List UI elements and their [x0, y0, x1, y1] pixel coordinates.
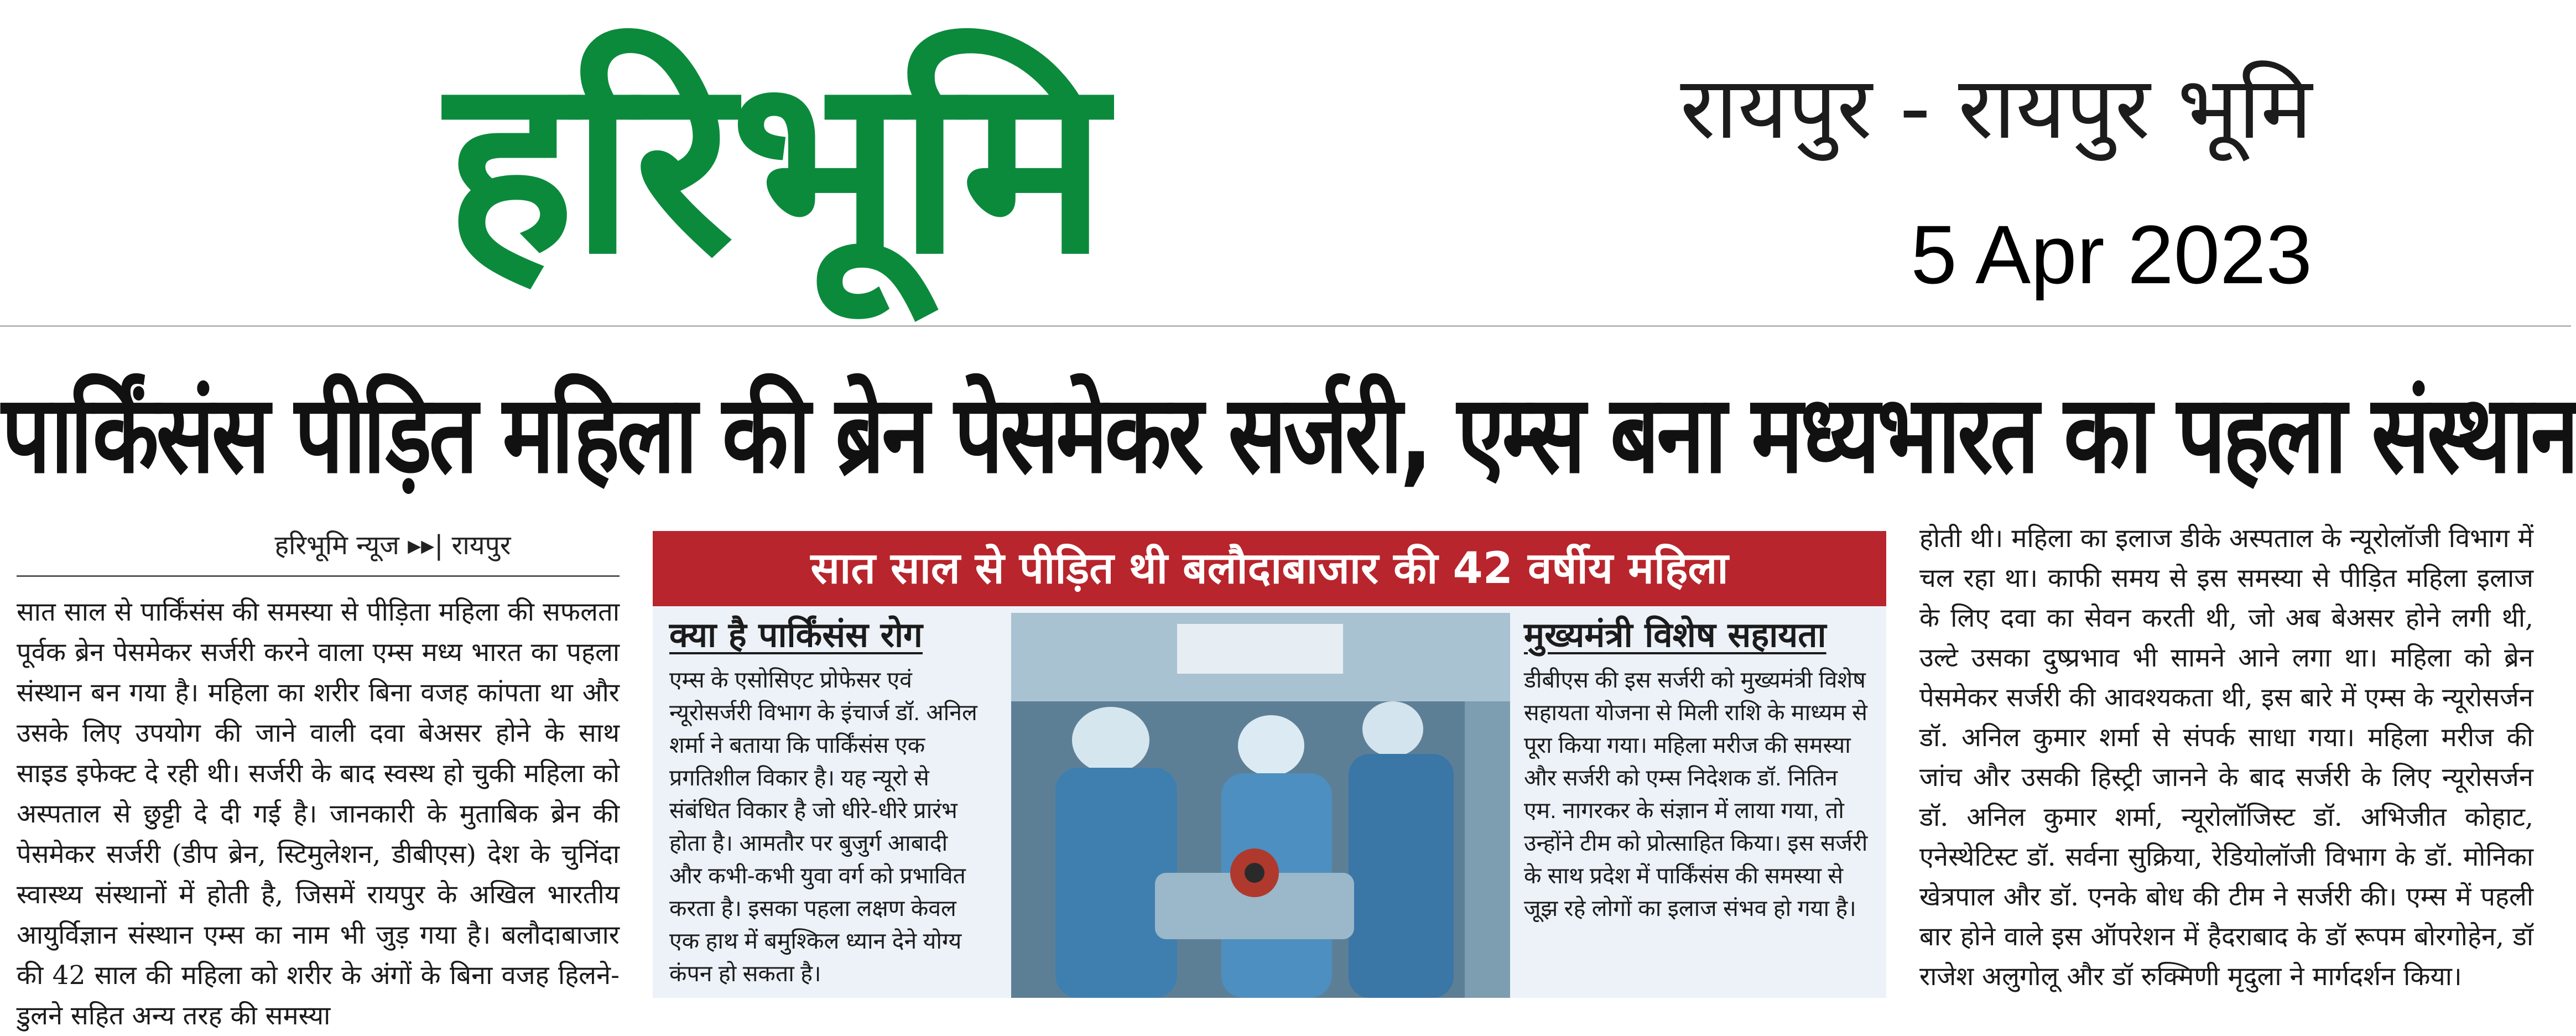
newspaper-logo: हरिभूमि [445, 24, 1104, 308]
sidebar-banner: सात साल से पीड़ित थी बलौदाबाजार की 42 वर्षीय महिला [653, 531, 1886, 606]
sidebar-heading-cm-assistance: मुख्यमंत्री विशेष सहायता [1524, 615, 1826, 655]
masthead-divider [0, 325, 2571, 327]
sidebar-text-cm-assistance: डीबीएस की इस सर्जरी को मुख्यमंत्री विशेष सहायता योजना से मिली राशि के माध्यम से पूरा किया गया। महिला मरीज की समस्या और सर्जरी को एम्स निदेशक डॉ. नितिन एम. नागरकर के संज्ञान में लाया गया, तो उन्होंने टीम को प्रोत्साहित किया। इस सर्जरी के साथ प्रदेश में पार्किंसंस की समस्या से जूझ रहे लोगों का इलाज संभव हो गया है। [1524, 667, 1868, 921]
publication-date: 5 Apr 2023 [1911, 208, 2312, 301]
article-headline: पार्किंसंस पीड़ित महिला की ब्रेन पेसमेकर सर्जरी, एम्स बना मध्यभारत का पहला संस्थान [1, 371, 2576, 497]
article-body-right-column: होती थी। महिला का इलाज डीके अस्पताल के न्यूरोलॉजी विभाग में चल रहा था। काफी समय से इस समस्या से पीड़ित महिला इलाज के लिए दवा का सेवन करती थी, जो अब बेअसर होने लगी थी, उल्टे उसका दुष्प्रभाव भी सामने आने लगा था। महिला को ब्रेन पेसमेकर सर्जरी की आवश्यकता थी, इस बारे में एम्स के न्यूरोसर्जन डॉ. अनिल कुमार शर्मा से संपर्क साधा गया। महिला मरीज की जांच और उसकी हिस्ट्री जानने के बाद सर्जरी के लिए न्यूरोसर्जन डॉ. अनिल कुमार शर्मा, न्यूरोलॉजिस्ट डॉ. अभिजीत कोहाट, एनेस्थेटिस्ट डॉ. सर्वना सुक्रिया, रेडियोलॉजी विभाग के डॉ. मोनिका खेत्रपाल और डॉ. एनके बोध की टीम ने सर्जरी की। एम्स में पहली बार होने वाले इस ऑपरेशन में हैदराबाद के डॉ रूपम बोरगोहेन, डॉ राजेश अलुगोलू और डॉ रुक्मिणी मृदुला ने मार्गदर्शन किया। [1919, 523, 2533, 992]
sidebar-box [653, 531, 1886, 998]
edition-label: रायपुर - रायपुर भूमि [1680, 58, 2312, 158]
article-body-left-column: सात साल से पार्किंसंस की समस्या से पीड़िता महिला की सफलता पूर्वक ब्रेन पेसमेकर सर्जरी करने वाला एम्स मध्य भारत का पहला संस्थान बन गया है। महिला का शरीर बिना वजह कांपता था और उसके लिए उपयोग की जाने वाली दवा बेअसर होने के साथ साइड इफेक्ट दे रही थी। सर्जरी के बाद स्वस्थ हो चुकी महिला को अस्पताल से छुट्टी दे दी गई है। जानकारी के मुताबिक ब्रेन की पेसमेकर सर्जरी (डीप ब्रेन, स्टिमुलेशन, डीबीएस) देश के चुनिंदा स्वास्थ्य संस्थानों में होती है, जिसमें रायपुर के अखिल भारतीय आयुर्विज्ञान संस्थान एम्स का नाम भी जुड़ गया है। बलौदाबाजार की 42 साल की महिला को शरीर के अंगों के बिना वजह हिलने-डुलने सहित अन्य तरह की समस्या [17, 597, 620, 1031]
sidebar-text-parkinsons: एम्स के एसोसिएट प्रोफेसर एवं न्यूरोसर्जरी विभाग के इंचार्ज डॉ. अनिल शर्मा ने बताया कि पार्किंसंस एक प्रगतिशील विकार है। यह न्यूरो से संबंधित विकार है जो धीरे-धीरे प्रारंभ होता है। आमतौर पर बुजुर्ग आबादी और कभी-कभी युवा वर्ग को प्रभावित करता है। इसका पहला लक्षण केवल एक हाथ में बमुश्किल ध्यान देने योग्य कंपन हो सकता है। [669, 667, 977, 986]
masthead [0, 0, 2571, 325]
surgery-photo-illustration [1011, 613, 1510, 998]
sidebar-heading-parkinsons: क्या है पार्किंसंस रोग [669, 615, 923, 655]
article-byline: हरिभूमि न्यूज ▸▸| रायपुर [274, 530, 511, 561]
byline-divider [17, 575, 620, 577]
surgery-photo [1011, 613, 1510, 998]
